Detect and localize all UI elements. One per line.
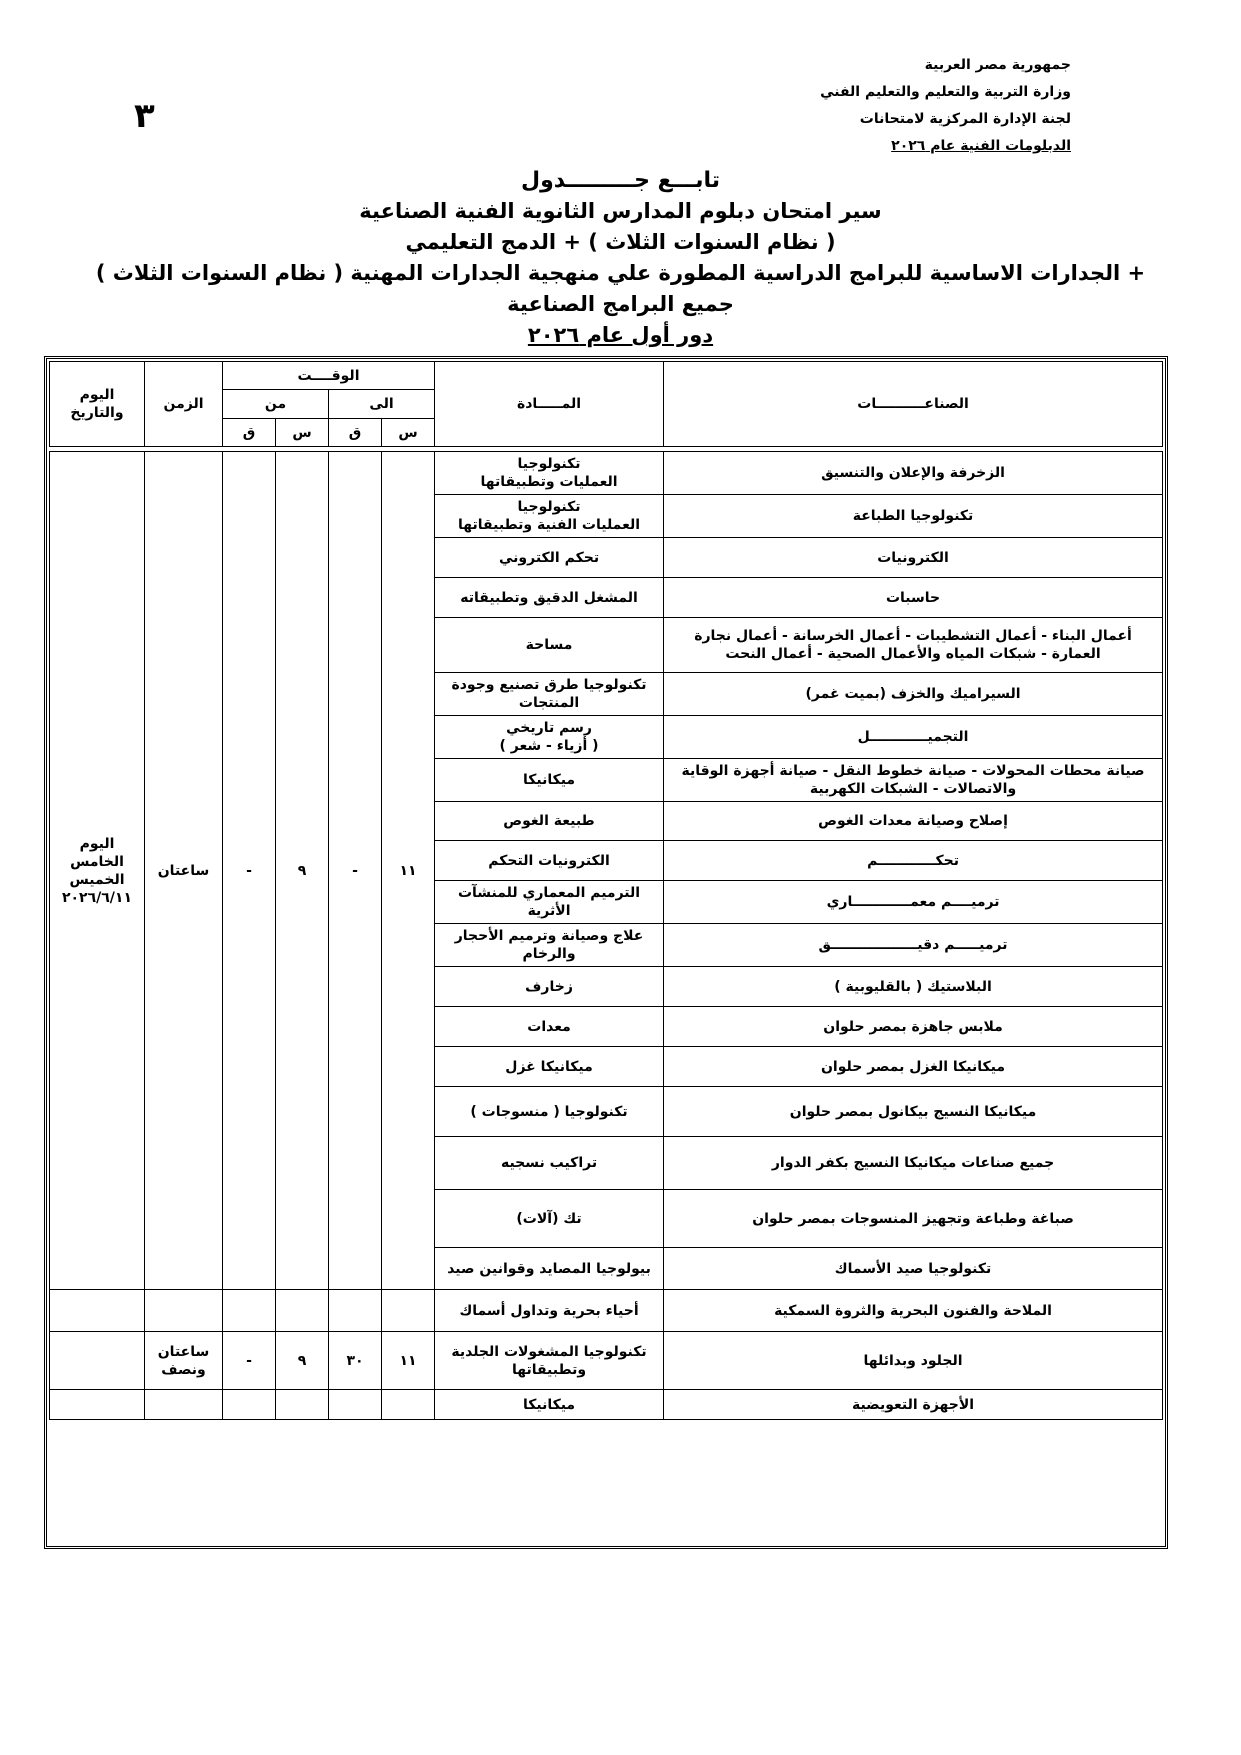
subject-cell: معدات <box>435 1007 664 1047</box>
exam-date: ٢٠٢٦/٦/١١ <box>61 889 133 906</box>
industry-cell: تكنولوجيا الطباعة <box>664 495 1163 538</box>
subject-cell: ميكانيكا <box>435 1390 664 1420</box>
day-label: اليوم <box>79 835 115 852</box>
page-number: ٣ <box>134 96 155 136</box>
subject-cell: تكنولوجيا المشغولات الجلدية وتطبيقاتها <box>435 1332 664 1390</box>
title-session: دور أول عام ٢٠٢٦ <box>527 323 714 347</box>
empty-cell <box>329 1390 382 1420</box>
industry-cell: الملاحة والفنون البحرية والثروة السمكية <box>664 1290 1163 1332</box>
subject-cell: زخارف <box>435 967 664 1007</box>
empty-cell <box>276 1390 329 1420</box>
table-row <box>50 452 1163 495</box>
ministry-line-country: جمهورية مصر العربية <box>924 57 1071 73</box>
industry-cell: ترميـــــم دقيــــــــــــــــــق <box>664 924 1163 967</box>
empty-cell <box>223 1290 276 1332</box>
industry-cell: التجميــــــــــــل <box>664 716 1163 759</box>
header-industries: الصناعــــــــــات <box>664 362 1163 447</box>
industry-cell: أعمال البناء - أعمال التشطيبات - أعمال الخرسانة - أعمال نجارة العمارة - شبكات المياه والأعمال الصحية - أعمال النحت <box>664 618 1163 673</box>
title-exam: سير امتحان دبلوم المدارس الثانوية الفنية الصناعية <box>359 199 882 223</box>
empty-cell <box>382 1290 435 1332</box>
industry-cell: تحكــــــــــــم <box>664 841 1163 881</box>
exam-schedule-table <box>49 361 1163 1420</box>
subject-cell: طبيعة الغوص <box>435 802 664 841</box>
industry-cell: ترميــــم معمــــــــــــاري <box>664 881 1163 924</box>
empty-cell <box>50 1290 145 1332</box>
header-to-minute: ق <box>329 419 382 447</box>
header-to: الى <box>329 390 435 419</box>
day-label: الخامس <box>70 853 124 870</box>
title-system: ( نظام السنوات الثلاث ) + الدمج التعليمي <box>405 230 836 254</box>
subject-cell: تكنولوجيا العمليات وتطبيقاتها <box>435 452 664 495</box>
title-competencies: + الجدارات الاساسية للبرامج الدراسية المطورة علي منهجية الجدارات المهنية ( نظام السنوات الثلاث ) <box>95 261 1146 285</box>
duration-cell: ساعتان <box>145 452 223 1290</box>
duration-cell: ساعتان ونصف <box>145 1332 223 1390</box>
subject-cell: تراكيب نسجيه <box>435 1137 664 1190</box>
header-subject: المـــــادة <box>435 362 664 447</box>
industry-cell: الكترونيات <box>664 538 1163 578</box>
table-row <box>50 1332 1163 1390</box>
empty-cell <box>276 1290 329 1332</box>
header-from: من <box>223 390 329 419</box>
empty-cell <box>145 1390 223 1420</box>
table-row <box>50 1290 1163 1332</box>
from-minute-cell: - <box>223 452 276 1290</box>
ministry-line-year: الدبلومات الفنية عام ٢٠٢٦ <box>891 138 1071 154</box>
subject-cell: تكنولوجيا طرق تصنيع وجودة المنتجات <box>435 673 664 716</box>
industry-cell: السيراميك والخزف (بميت غمر) <box>664 673 1163 716</box>
industry-cell: جميع صناعات ميكانيكا النسيج بكفر الدوار <box>664 1137 1163 1190</box>
subject-cell: رسم تاريخي ( أزياء - شعر ) <box>435 716 664 759</box>
industry-cell: إصلاح وصيانة معدات الغوص <box>664 802 1163 841</box>
industry-cell: صباغة وطباعة وتجهيز المنسوجات بمصر حلوان <box>664 1190 1163 1248</box>
header-from-hour: س <box>276 419 329 447</box>
subject-cell: تك (آلات) <box>435 1190 664 1248</box>
header-from-minute: ق <box>223 419 276 447</box>
ministry-header <box>820 52 1071 160</box>
table-row <box>50 1390 1163 1420</box>
from-hour-cell: ٩ <box>276 452 329 1290</box>
industry-cell: ميكانيكا النسيج بيكانول بمصر حلوان <box>664 1087 1163 1137</box>
subject-cell: الكترونيات التحكم <box>435 841 664 881</box>
empty-cell <box>382 1390 435 1420</box>
title-programs: جميع البرامج الصناعية <box>507 292 734 316</box>
subject-cell: تكنولوجيا العمليات الفنية وتطبيقاتها <box>435 495 664 538</box>
empty-cell <box>223 1390 276 1420</box>
ministry-line-ministry: وزارة التربية والتعليم والتعليم الفني <box>820 84 1071 100</box>
subject-cell: أحياء بحرية وتداول أسماك <box>435 1290 664 1332</box>
subject-cell: مساحة <box>435 618 664 673</box>
subject-cell: الترميم المعماري للمنشآت الأثرية <box>435 881 664 924</box>
industry-cell: البلاستيك ( بالقليوبية ) <box>664 967 1163 1007</box>
industry-cell: حاسبات <box>664 578 1163 618</box>
day-label: الخميس <box>69 871 125 888</box>
ministry-line-committee: لجنة الإدارة المركزية لامتحانات <box>859 111 1071 127</box>
empty-cell <box>50 1390 145 1420</box>
industry-cell: الأجهزة التعويضية <box>664 1390 1163 1420</box>
header-duration: الزمن <box>145 362 223 447</box>
industry-cell: صيانة محطات المحولات - صيانة خطوط النقل - صيانة أجهزة الوقاية والاتصالات - الشبكات الكهربية <box>664 759 1163 802</box>
title-continued: تابـــع جـــــــــدول <box>520 168 721 193</box>
from-hour-cell: ٩ <box>276 1332 329 1390</box>
subject-cell: تكنولوجيا ( منسوجات ) <box>435 1087 664 1137</box>
empty-cell <box>50 1332 145 1390</box>
industry-cell: ميكانيكا الغزل بمصر حلوان <box>664 1047 1163 1087</box>
empty-cell <box>329 1290 382 1332</box>
header-to-hour: س <box>382 419 435 447</box>
subject-cell: بيولوجيا المصايد وقوانين صيد <box>435 1248 664 1290</box>
industry-cell: ملابس جاهزة بمصر حلوان <box>664 1007 1163 1047</box>
to-hour-cell: ١١ <box>382 452 435 1290</box>
subject-cell: تحكم الكتروني <box>435 538 664 578</box>
industry-cell: تكنولوجيا صيد الأسماك <box>664 1248 1163 1290</box>
to-minute-cell: - <box>329 452 382 1290</box>
to-minute-cell: ٣٠ <box>329 1332 382 1390</box>
industry-cell: الجلود وبدائلها <box>664 1332 1163 1390</box>
subject-cell: علاج وصيانة وترميم الأحجار والرخام <box>435 924 664 967</box>
subject-cell: المشغل الدقيق وتطبيقاته <box>435 578 664 618</box>
day-date-cell <box>50 452 145 1290</box>
header-time: الوقــــت <box>223 362 435 390</box>
to-hour-cell: ١١ <box>382 1332 435 1390</box>
subject-cell: ميكانيكا غزل <box>435 1047 664 1087</box>
document-titles <box>0 165 1241 351</box>
from-minute-cell: - <box>223 1332 276 1390</box>
industry-cell: الزخرفة والإعلان والتنسيق <box>664 452 1163 495</box>
subject-cell: ميكانيكا <box>435 759 664 802</box>
header-day-date: اليوم والتاريخ <box>50 362 145 447</box>
empty-cell <box>145 1290 223 1332</box>
